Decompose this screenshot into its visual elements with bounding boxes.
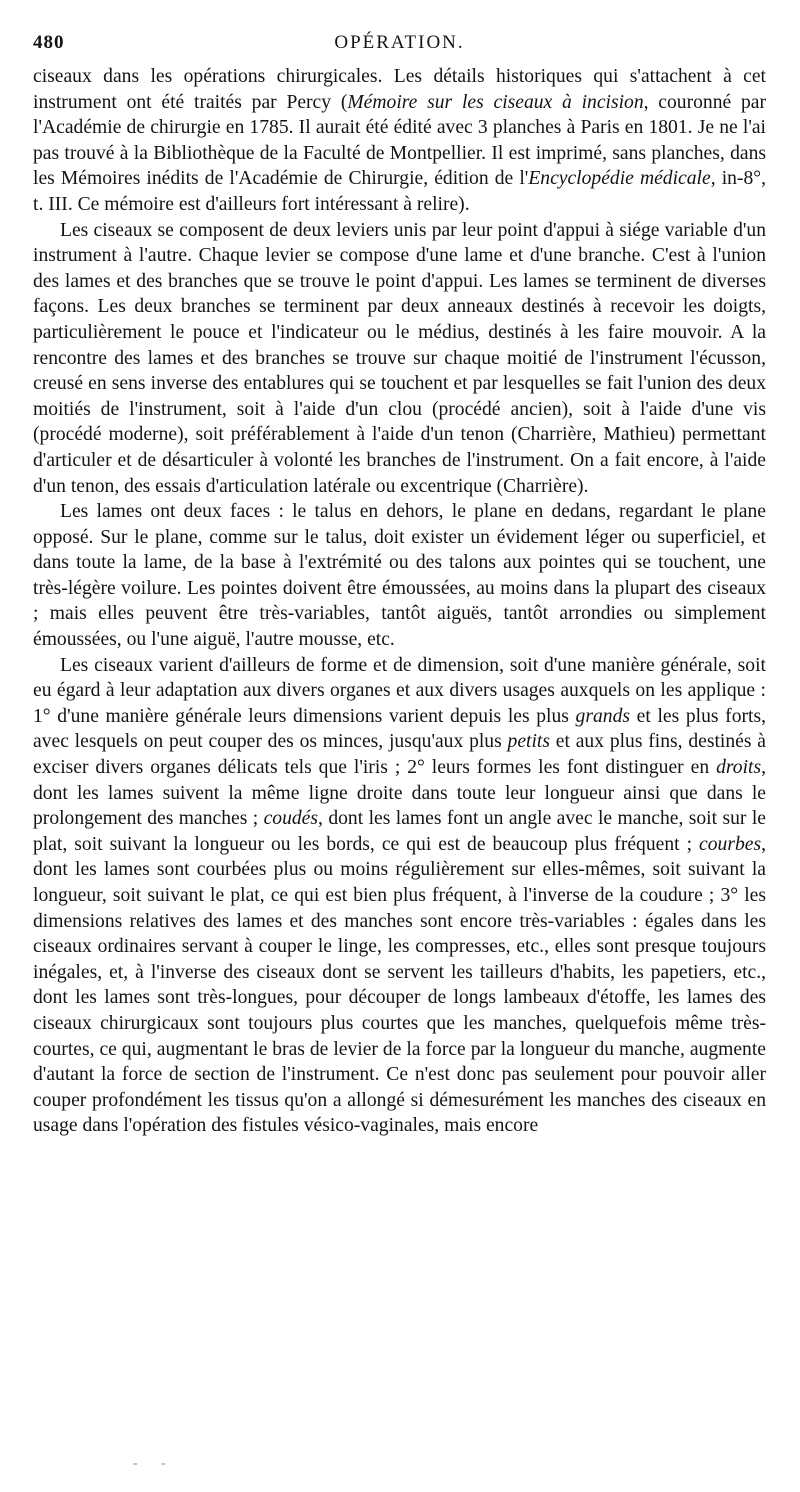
text-run: ciseaux dans les opérations chirurgicales. Les détails historiques qui s'attachent à cet instrument ont été traités par Percy ( [33,66,766,113]
paragraph [33,499,766,653]
italic-text: coudés [263,808,319,830]
italic-text: petits [507,731,550,753]
footer-marks: - - [133,1456,176,1471]
text-run: et aux plus fins, destinés à exciser divers organes délicats tels que l'iris ; 2° leurs formes les font distinguer en [33,731,766,779]
text-run: , dont les lames sont courbées plus ou moins régulièrement sur elles-mêmes, soit suivant la longueur, soit suivant le plat, ce qui est bien plus fréquent, à l'inverse de la coudure ; 3° les dimensions relatives des lames et des manches sont encore très-variables : égales dans les ciseaux ordinaires servant à couper le linge, les compresses, etc., elles sont presque toujours inégales, et, à l'inverse des ciseaux dont se servent les tailleurs d'habits, les papetiers, etc., dont les lames sont très-longues, pour découper de longs lambeaux d'étoffe, les lames des ciseaux chirurgicaux sont toujours plus courtes que les manches, quelquefois même très-courtes, ce qui, augmentant le bras de levier de la force par la longueur du manche, augmente d'autant la force de section de l'instrument. Ce n'est donc pas seulement pour pouvoir aller couper profondément les tissus qu'on a allongé si démesurément les manches des ciseaux en usage dans l'opération des fistules vésico-vaginales, mais encore [33,833,766,1137]
italic-text: grands [575,705,630,727]
text-run: , in-8°, t. III. Ce mémoire est d'ailleurs fort intéressant à relire). [33,168,766,215]
running-head [33,32,766,58]
book-page [33,32,766,1139]
text-run: , couronné par l'Académie de chirurgie en 1785. Il aurait été édité avec 3 planches à Paris en 1801. Je ne l'ai pas trouvé à la Bibliothèque de la Faculté de Montpellier. Il est imprimé, sans planches, dans les Mémoires inédits de l'Académie de Chirurgie, édition de l' [33,91,767,190]
text-run: , dont les lames suivent la même ligne droite dans toute leur longueur ainsi que dans le prolongement des manches ; [33,757,766,830]
text-run: Les ciseaux varient d'ailleurs de forme et de dimension, soit d'une manière générale, soit eu égard à leur adaptation aux divers organes et aux divers usages auxquels on les applique : 1° d'une manière générale leurs dimensions varient depuis les plus [33,654,766,727]
italic-text: droits [716,757,762,779]
text-run: , dont les lames font un angle avec le manche, soit sur le plat, soit suivant la longueur ou les bords, ce qui est de beaucoup plus fréquent ; [33,808,766,855]
paragraph [33,64,766,218]
text-run: Les lames ont deux faces : le talus en dehors, le plane en dedans, regardant le plane opposé. Sur le plane, comme sur le talus, doit exister un évidement léger ou superficiel, et dans toute la lame, de la base à l'extrémité ou des talons aux pointes qui se touchent, une très-légère voilure. Les pointes doivent être émoussées, au moins dans la plupart des ciseaux ; mais elles peuvent être très-variables, tantôt aiguës, tantôt arrondies ou simplement émoussées, ou l'une aiguë, l'autre mousse, etc. [33,501,766,651]
text-run: Les ciseaux se composent de deux leviers unis par leur point d'appui à siége variable d'un instrument à l'autre. Chaque levier se compose d'une lame et d'une branche. C'est à l'union des lames et des branches que se trouve le point d'appui. Les lames se terminent de diverses façons. Les deux branches se terminent par deux anneaux destinés à recevoir les doigts, particulièrement le pouce et l'indicateur ou le médius, destinés à les faire mouvoir. A la rencontre des lames et des branches se trouve sur chaque moitié de l'instrument l'écusson, creusé en sens inverse des entablures qui se touchent et par lesquelles se fait l'union des deux moitiés de l'instrument, soit à l'aide d'un clou (procédé ancien), soit à l'aide d'une vis (procédé moderne), soit préférablement à l'aide d'un tenon (Charrière, Mathieu) permettant d'articuler et de désarticuler à volonté les branches de l'instrument. On a fait encore, à l'aide d'un tenon, des essais d'articulation latérale ou excentrique (Charrière). [33,219,766,497]
paragraph [33,653,766,1139]
running-title: OPÉRATION. [334,32,465,53]
italic-text: Encyclopédie médicale [528,168,711,190]
paragraph [33,218,766,500]
body-text [33,64,766,1139]
italic-text: courbes [699,833,762,855]
text-run: et les plus forts, avec lesquels on peut couper des os minces, jusqu'aux plus [33,705,766,753]
page-number: 480 [33,32,65,53]
italic-text: Mémoire sur les ciseaux à incision [347,91,644,113]
